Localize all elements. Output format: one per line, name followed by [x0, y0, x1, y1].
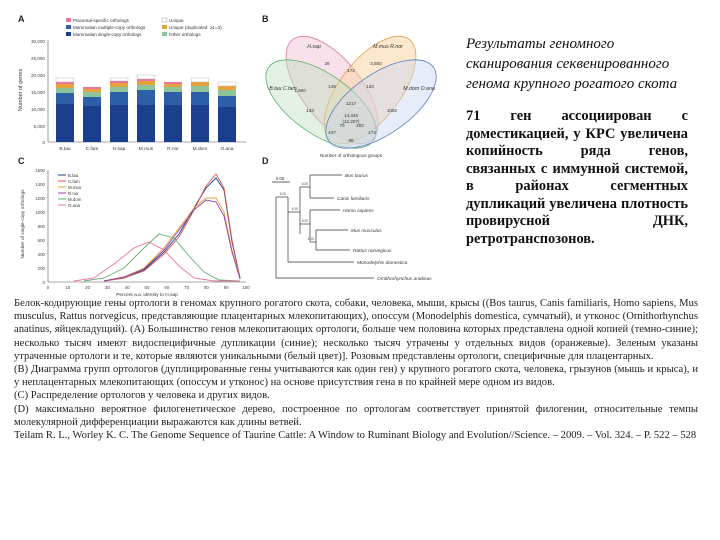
svg-text:100: 100	[279, 191, 286, 196]
svg-text:Canis familiaris: Canis familiaris	[337, 197, 370, 202]
svg-text:Monodelphis domestica: Monodelphis domestica	[357, 261, 408, 266]
bar-mmus	[137, 105, 155, 142]
svg-text:172: 172	[347, 68, 355, 73]
svg-text:H.sap: H.sap	[307, 44, 321, 50]
svg-text:60: 60	[164, 285, 170, 290]
svg-text:15,000: 15,000	[30, 90, 45, 95]
figure-graphic	[14, 12, 454, 297]
panel-c-lines	[74, 174, 240, 281]
line-rnor	[104, 200, 240, 281]
svg-text:R.nor: R.nor	[68, 191, 79, 196]
genome-figure	[14, 12, 454, 297]
svg-text:1,500: 1,500	[294, 88, 306, 93]
svg-text:Bos taurus: Bos taurus	[345, 174, 368, 179]
svg-text:Homo sapiens: Homo sapiens	[343, 209, 374, 214]
line-cfam	[104, 174, 240, 281]
svg-text:120: 120	[366, 84, 374, 89]
svg-text:25,000: 25,000	[30, 56, 45, 61]
results-block	[466, 34, 688, 248]
svg-text:400: 400	[37, 252, 45, 257]
panel-b-letter: B	[262, 14, 269, 24]
svg-text:100: 100	[242, 285, 250, 290]
bar-rnor	[164, 105, 182, 142]
venn-diagram	[251, 21, 450, 165]
svg-text:200: 200	[356, 123, 364, 128]
figure-caption	[14, 297, 698, 442]
svg-text:10: 10	[65, 285, 71, 290]
svg-text:Mus musculus: Mus musculus	[351, 229, 382, 234]
caption-d: (D) максимально вероятное филогенетическое дерево, построенное по ортологам соответствует принятой филогении, относительные темпы молекулярной дифференциации выражаются как длины ветвей.	[14, 403, 698, 428]
svg-text:30: 30	[104, 285, 110, 290]
svg-text:M.mus: M.mus	[68, 185, 82, 190]
line-btau	[104, 178, 240, 281]
panel-a-letter: A	[18, 14, 25, 24]
svg-text:1082: 1082	[386, 108, 398, 113]
svg-text:40: 40	[124, 285, 130, 290]
svg-text:0: 0	[42, 140, 45, 145]
svg-text:5,000: 5,000	[33, 124, 45, 129]
caption-b: (B) Диаграмма групп ортологов (дуплицированные гены учитываются как один ген) у крупного рогатого скота, человека, грызунов (мышь и крыса), и у неплацентарных млекопитающих (опоссум и утконос) на основе присутствия гена в по крайней мере одном из видов.	[14, 364, 698, 389]
svg-text:200: 200	[37, 266, 45, 271]
bar-oana	[218, 107, 236, 142]
svg-text:14,345: 14,345	[343, 113, 359, 118]
panel-a-legend	[66, 18, 222, 37]
svg-text:447: 447	[328, 130, 336, 135]
svg-text:Ornithorhynchus anatinus: Ornithorhynchus anatinus	[377, 277, 432, 282]
legend-a-3: Unique	[169, 18, 184, 23]
panel-c-xlabel: Percent a.a. identity to H.sap	[116, 293, 178, 297]
svg-text:R.nor: R.nor	[167, 147, 179, 152]
svg-text:88: 88	[348, 138, 354, 143]
svg-text:O.ana: O.ana	[68, 203, 80, 208]
svg-text:100: 100	[291, 206, 298, 211]
legend-a-2: Mammalian single-copy orthologs	[73, 32, 142, 37]
venn-caption: Number of orthologous groups	[319, 153, 383, 158]
svg-text:173: 173	[368, 130, 376, 135]
svg-text:M.dom O.ana: M.dom O.ana	[403, 86, 435, 92]
panel-c-yticks	[35, 168, 45, 285]
bar-hsap	[110, 105, 128, 142]
svg-text:M.mus: M.mus	[138, 147, 154, 152]
svg-text:600: 600	[37, 238, 45, 243]
panel-c-xticks	[47, 285, 250, 290]
panel-d-letter: D	[262, 156, 269, 166]
svg-text:100: 100	[301, 181, 308, 186]
svg-text:50: 50	[144, 285, 150, 290]
caption-intro: Белок-кодирующие гены ортологи в геномах крупного рогатого скота, собаки, человека, мыши, крысы ((Bos taurus, Canis familiaris, Homo sapiens, Mus musculus, Rattus norvegicus, представляющие плацентарных млекопитающих), опоссум (Monodelphis domestica, сумчатый), и утконос (Ornithorhynchus anatinus, яйцекладущий). (A) Большинство генов млекопитающих ортологи, больше чем половина которых представлена одной копией (темно-синие); несколько тысяч имеют видоспецифичные дупликации (синие); несколько тысяч утрачены у отдельных видов (оранжевые). Зеленым указаны утраченные ортологи и те, которые являются уникальными (белый цвет)]. Розовым представлены ортологи, специфичные для плацентарных.	[14, 298, 698, 362]
svg-text:Rattus norvegicus: Rattus norvegicus	[353, 249, 392, 254]
legend-a-5: Other orthologs	[169, 32, 201, 37]
panel-c-legend	[58, 173, 82, 208]
svg-text:70: 70	[339, 123, 345, 128]
svg-text:M.dom: M.dom	[68, 197, 82, 202]
panel-a-yticks	[31, 39, 46, 145]
svg-text:26: 26	[324, 61, 330, 66]
svg-text:1400: 1400	[35, 182, 45, 187]
bar-btau	[56, 104, 74, 142]
tree-scale: 0.05	[275, 176, 285, 181]
panel-c-ylabel: Number of single-copy orthologs	[21, 189, 26, 259]
svg-text:3,500: 3,500	[370, 61, 382, 66]
svg-text:(12,207): (12,207)	[342, 119, 360, 124]
legend-a-1: Mammalian multiple-copy orthologs	[73, 25, 146, 30]
panel-a-xticks	[59, 146, 233, 152]
panel-a-bars	[56, 75, 236, 142]
panel-c-letter: C	[18, 156, 25, 166]
caption-reference: Teilam R. L., Worley K. C. The Genome Sequence of Taurine Cattle: A Window to Ruminant Biology and Evolution//Science. – 2009. – Vol. 324. – P. 522 – 528	[14, 430, 697, 442]
svg-text:1217: 1217	[345, 101, 357, 106]
svg-text:C.fam: C.fam	[68, 179, 80, 184]
svg-text:70: 70	[184, 285, 190, 290]
svg-text:C.fam: C.fam	[85, 147, 99, 152]
svg-text:B.tau C.fam: B.tau C.fam	[269, 86, 297, 92]
svg-text:0: 0	[46, 285, 50, 290]
tree-bootstrap	[279, 181, 314, 241]
svg-text:M.mus R.nor: M.mus R.nor	[373, 44, 403, 50]
tree-species	[337, 173, 432, 282]
svg-text:80: 80	[203, 285, 209, 290]
svg-text:1200: 1200	[35, 196, 45, 201]
svg-text:149: 149	[328, 84, 336, 89]
svg-text:20: 20	[85, 285, 91, 290]
line-oana	[74, 242, 240, 281]
svg-text:1000: 1000	[35, 210, 45, 215]
svg-text:100: 100	[307, 236, 314, 241]
line-mdom	[84, 234, 240, 281]
svg-text:H.sap: H.sap	[112, 147, 126, 152]
svg-text:B.tau: B.tau	[59, 147, 71, 152]
svg-text:0: 0	[42, 280, 45, 285]
svg-text:M.dom: M.dom	[192, 147, 208, 152]
results-summary: 71 ген ассоциирован с доместикацией, у КРС увеличена копийность ряда генов, связанных с иммунной системой, в районах сегментных дупликаций увеличена плотность провирусной ДНК, ретротранспозонов.	[466, 108, 688, 247]
svg-text:30,000: 30,000	[30, 39, 45, 44]
bar-mdom	[191, 105, 209, 142]
legend-a-0: Placental-specific orthologs	[73, 18, 129, 23]
svg-text:O.ana: O.ana	[220, 147, 234, 152]
svg-text:20,000: 20,000	[30, 73, 45, 78]
svg-text:1600: 1600	[35, 168, 45, 173]
svg-text:800: 800	[37, 224, 45, 229]
results-title: Результаты геномного сканирования секвенированного генома крупного рогатого скота	[466, 36, 678, 92]
svg-text:100: 100	[301, 218, 308, 223]
svg-text:90: 90	[223, 285, 229, 290]
svg-text:10,000: 10,000	[30, 107, 45, 112]
legend-a-4: Unique (duplicated: ≥1=3)	[169, 25, 222, 30]
panel-a-ylabel: Number of genes	[18, 68, 24, 112]
caption-c: (C) Распределение ортологов у человека и других видов.	[14, 390, 270, 402]
svg-text:143: 143	[306, 108, 314, 113]
svg-text:B.tau: B.tau	[68, 173, 79, 178]
bar-cfam	[83, 106, 101, 142]
